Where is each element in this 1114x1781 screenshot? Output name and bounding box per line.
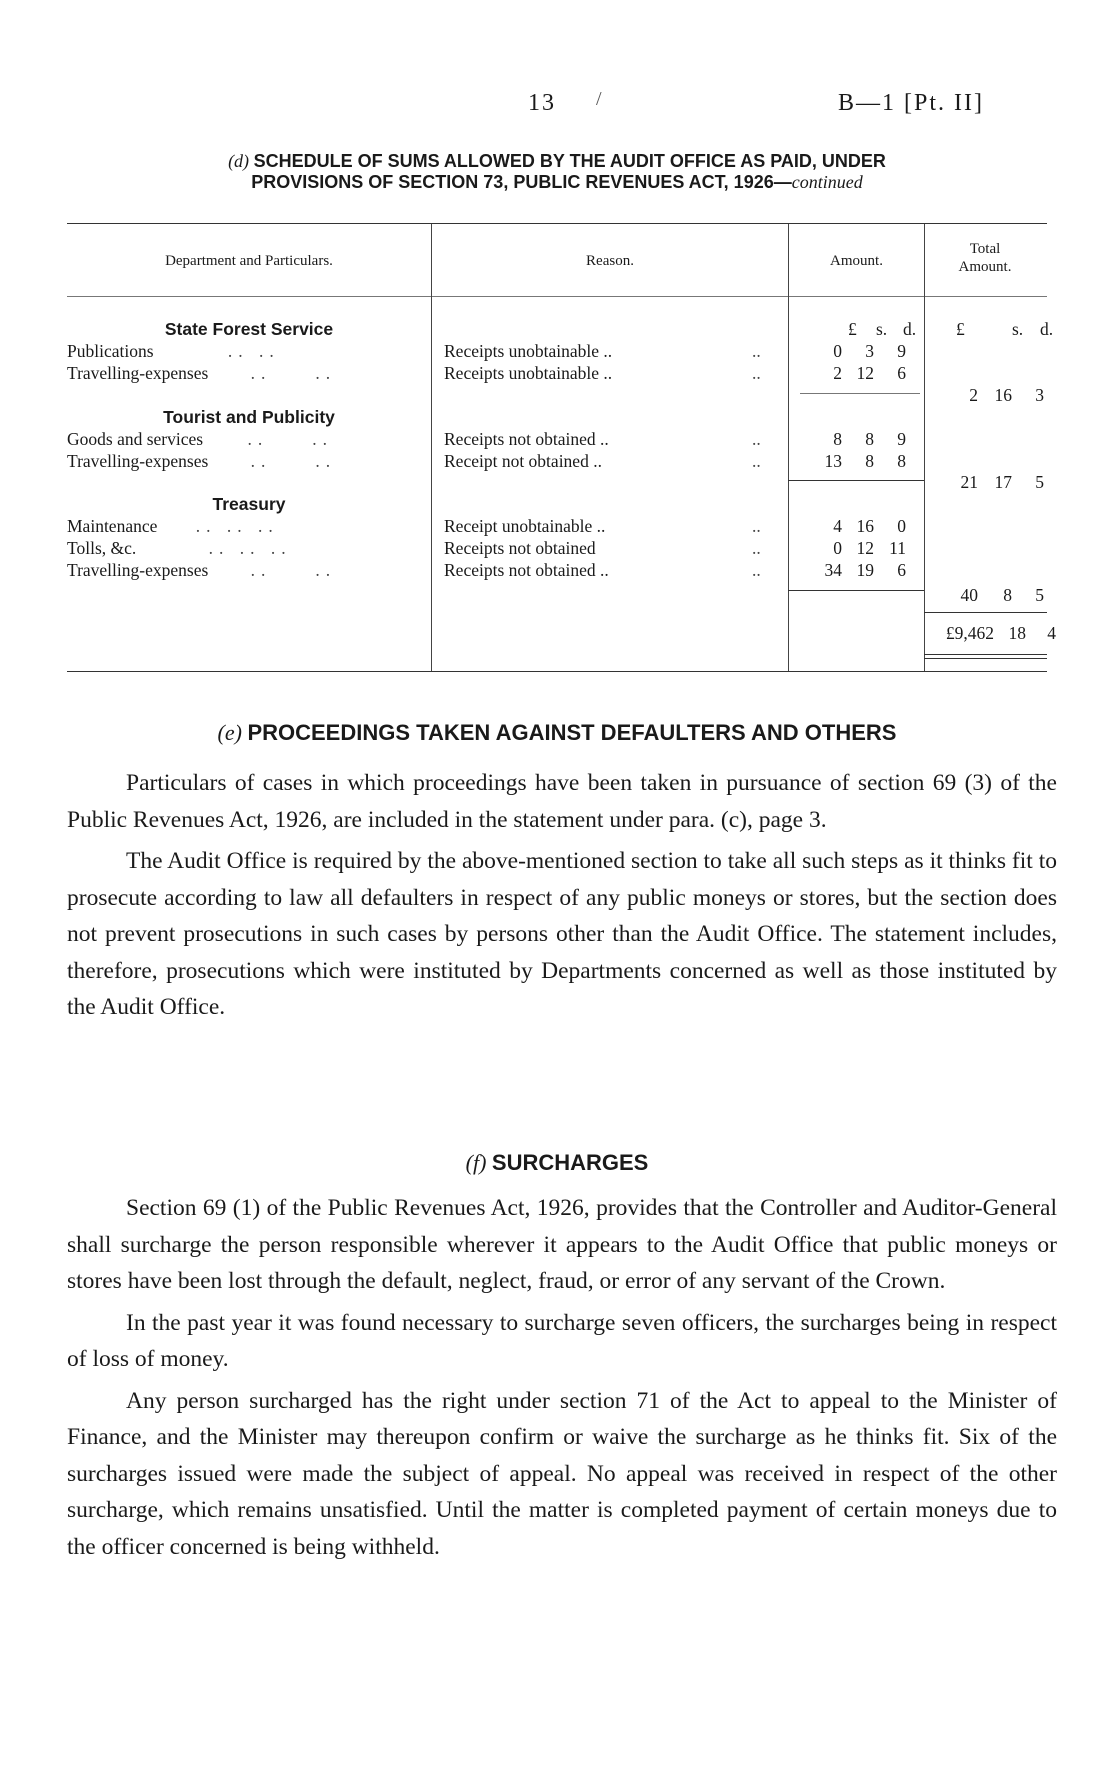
amount-shillings: 3: [865, 341, 874, 361]
total-shillings: 17: [994, 472, 1012, 492]
table-row-reason: Receipts unobtainable ..: [444, 363, 613, 383]
column-header-department: Department and Particulars.: [165, 253, 333, 269]
reason-text: Receipt unobtainable: [444, 516, 593, 536]
amount-pounds: 4: [833, 516, 842, 536]
section-f-body: [67, 1190, 1057, 1570]
table-row-particular: Publications .. ..: [67, 341, 280, 361]
section-f-heading: [0, 1150, 1114, 1176]
amount-pence-label: d.: [903, 319, 917, 339]
amount-cell: [800, 515, 906, 537]
particular-text: Maintenance: [67, 516, 158, 536]
amount-cell: [800, 537, 906, 559]
total-pence-label: d.: [1040, 319, 1054, 339]
section-e-heading: [0, 720, 1114, 746]
amount-cell: [800, 559, 906, 581]
group-heading: Treasury: [212, 494, 286, 514]
group-heading: State Forest Service: [164, 319, 334, 339]
paragraph: Any person surcharged has the right under section 71 of the Act to appeal to the Minister of Finance, and the Minister may thereupon confirm or waive the surcharge as he thinks fit. Six of the surcharges issued were made the subject of appeal. No appeal was received in respect of the other surcharge, which remains unsatisfied. Until the matter is completed payment of certain moneys due to the officer concerned is being withheld.: [67, 1387, 1057, 1560]
section-e-title: PROCEEDINGS TAKEN AGAINST DEFAULTERS AND OTHERS: [247, 720, 897, 745]
report-reference: B—1 [Pt. II]: [838, 90, 984, 116]
total-pounds: 21: [960, 472, 978, 492]
amount-pounds: 2: [833, 363, 842, 383]
particular-text: Publications: [67, 341, 154, 361]
column-header-amount: Amount.: [830, 253, 883, 269]
group-total-cell: [930, 584, 1044, 606]
amount-shillings: 8: [865, 429, 874, 449]
continued-label: continued: [791, 172, 863, 192]
reason-text: Receipts unobtainable: [444, 363, 600, 383]
paragraph: The Audit Office is required by the above-mentioned section to take all such steps as it thinks fit to prosecute according to law all defaulters in respect of any public moneys or stores, but the section does not prevent prosecutions in such cases by persons other than the Audit Office. The statement includes, therefore, prosecutions which were instituted by Departments concerned as well as those instituted by the Audit Office.: [67, 848, 1057, 1020]
reason-text: Receipts unobtainable: [444, 341, 600, 361]
pencil-mark: /: [596, 88, 602, 110]
subtotal-rule: [800, 393, 920, 394]
particular-text: Travelling-expenses: [67, 363, 209, 383]
column-divider-reason: [431, 224, 432, 671]
grand-total-top-rule: [924, 612, 1047, 613]
reason-text: Receipts not obtained: [444, 429, 596, 449]
total-pence: 3: [1035, 385, 1044, 405]
table-row-reason: Receipts not obtained ..: [444, 560, 609, 580]
leader-dots: ..: [752, 429, 761, 449]
section-f-title: SURCHARGES: [491, 1150, 649, 1175]
grand-total-cell: [920, 622, 1056, 644]
amount-shillings: 12: [856, 538, 874, 558]
total-shillings: 16: [994, 385, 1012, 405]
table-header-rule: [67, 296, 1047, 297]
group-total-cell: [930, 384, 1044, 406]
table-row-reason: [444, 537, 596, 559]
grand-total-pence: 4: [1047, 623, 1056, 643]
particular-text: Goods and services: [67, 429, 204, 449]
grand-total-shillings: 18: [1008, 623, 1026, 643]
group-heading: Tourist and Publicity: [163, 407, 335, 427]
section-f-label: (f): [465, 1150, 487, 1175]
amount-shillings: 16: [856, 516, 874, 536]
subtotal-rule: [788, 480, 924, 481]
reason-text: Receipts not obtained: [444, 538, 596, 558]
table-row-particular: Tolls, &c. .. .. ..: [67, 538, 292, 558]
amount-pence: 8: [897, 451, 906, 471]
grand-total-pounds: £9,462: [945, 623, 994, 643]
amount-pence: 9: [897, 341, 906, 361]
amount-pence: 6: [897, 363, 906, 383]
total-shilling-label: s.: [1012, 319, 1024, 339]
column-divider-amount: [788, 224, 789, 671]
leader-dots: ..: [752, 538, 761, 558]
page-number: 13: [528, 90, 556, 116]
paragraph: Section 69 (1) of the Public Revenues Act, 1926, provides that the Controller and Auditor-General shall surcharge the person responsible wherever it appears to the Audit Office that public moneys or stores have been lost through the default, neglect, fraud, or error of any servant of the Crown.: [67, 1195, 1057, 1294]
column-header-total: [925, 240, 1045, 276]
particular-text: Travelling-expenses: [67, 560, 209, 580]
amount-cell: [800, 340, 906, 362]
paragraph: Particulars of cases in which proceedings have been taken in pursuance of section 69 (3) of the Public Revenues Act, 1926, are included in the statement under para. (c), page 3.: [67, 770, 1057, 833]
amount-cell: [800, 450, 906, 472]
reason-text: Receipts not obtained: [444, 560, 596, 580]
table-row-particular: Travelling-expenses .. ..: [67, 451, 337, 471]
table-row-reason: Receipts unobtainable ..: [444, 341, 613, 361]
amount-shillings: 8: [865, 451, 874, 471]
table-row-reason: Receipt not obtained ..: [444, 451, 602, 471]
amount-pounds: 0: [833, 538, 842, 558]
table-top-rule: [67, 223, 1047, 224]
leader-dots: ..: [752, 516, 761, 536]
section-e-body: [67, 765, 1057, 1031]
amount-pence: 6: [897, 560, 906, 580]
amount-pence: 9: [897, 429, 906, 449]
group-total-cell: [930, 471, 1044, 493]
leader-dots: ..: [752, 341, 761, 361]
subtotal-rule: [788, 590, 924, 591]
schedule-title-line2: PROVISIONS OF SECTION 73, PUBLIC REVENUES ACT, 1926—: [251, 172, 792, 192]
total-pence: 5: [1035, 472, 1044, 492]
amount-shillings: 19: [856, 560, 874, 580]
schedule-title-line1: SCHEDULE OF SUMS ALLOWED BY THE AUDIT OFFICE AS PAID, UNDER: [253, 151, 886, 171]
total-pounds: 2: [969, 385, 978, 405]
total-pounds: 40: [960, 585, 978, 605]
table-bottom-rule: [67, 671, 1047, 672]
paragraph: In the past year it was found necessary to surcharge seven officers, the surcharges being in respect of loss of money.: [67, 1309, 1057, 1372]
schedule-prefix: (d): [228, 151, 250, 171]
table-row-particular: Travelling-expenses .. ..: [67, 560, 337, 580]
table-row-reason: Receipts not obtained ..: [444, 429, 609, 449]
table-row-particular: Goods and services .. ..: [67, 429, 333, 449]
column-divider-total: [924, 224, 925, 671]
amount-pounds: 13: [824, 451, 842, 471]
amount-pounds: 34: [824, 560, 842, 580]
table-row-reason: Receipt unobtainable ..: [444, 516, 606, 536]
leader-dots: ..: [752, 560, 761, 580]
amount-shilling-label: s.: [876, 319, 888, 339]
amount-cell: [800, 428, 906, 450]
particular-text: Travelling-expenses: [67, 451, 209, 471]
amount-pounds: 0: [833, 341, 842, 361]
leader-dots: ..: [752, 363, 761, 383]
amount-pounds: 8: [833, 429, 842, 449]
reason-text: Receipt not obtained: [444, 451, 589, 471]
total-pound-label: £: [956, 319, 965, 339]
section-e-label: (e): [217, 720, 242, 745]
column-header-reason: Reason.: [586, 253, 634, 269]
amount-pence: 0: [897, 516, 906, 536]
grand-total-double-rule-1: [924, 654, 1047, 655]
particular-text: Tolls, &c.: [67, 538, 137, 558]
table-row-particular: Maintenance .. .. ..: [67, 516, 279, 536]
amount-shillings: 12: [856, 363, 874, 383]
total-pence: 5: [1035, 585, 1044, 605]
amount-pound-label: £: [848, 319, 857, 339]
amount-cell: [800, 362, 906, 384]
total-shillings: 8: [1003, 585, 1012, 605]
amount-pence: 11: [889, 538, 906, 558]
table-row-particular: Travelling-expenses .. ..: [67, 363, 337, 383]
column-header-total-line2: Amount.: [958, 259, 1012, 275]
column-header-total-line1: Total: [969, 241, 1001, 257]
grand-total-double-rule-2: [924, 658, 1047, 659]
leader-dots: ..: [752, 451, 761, 471]
schedule-title: [0, 151, 1114, 193]
